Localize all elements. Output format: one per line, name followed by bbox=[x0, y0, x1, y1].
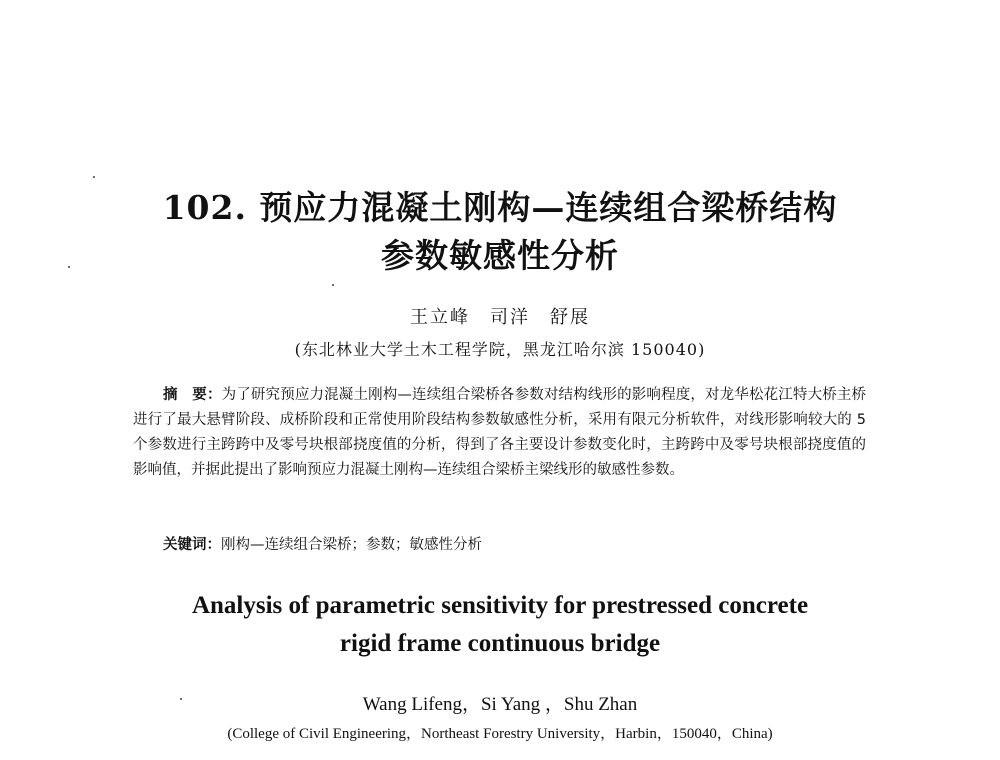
keywords-text: 刚构—连续组合梁桥；参数；敏感性分析 bbox=[221, 537, 482, 553]
abstract-label: 摘 要： bbox=[163, 387, 222, 403]
affiliation-en: (College of Civil Engineering，Northeast Forestry University，Harbin，150040，China) bbox=[227, 726, 773, 742]
scan-speck bbox=[332, 284, 334, 286]
abstract-text: 为了研究预应力混凝土刚构—连续组合梁桥各参数对结构线形的影响程度，对龙华松花江特大桥主桥进行了最大悬臂阶段、成桥阶段和正常使用阶段结构参数敏感性分析，采用有限元分析软件，对线形影响较大的 5 个参数进行主跨跨中及零号块根部挠度值的分析，得到了各主要设计参数变化时，主跨跨中及零号块根部挠度值的影响值，并据此提出了影响预应力混凝土刚构—连续组合梁桥主梁线形的敏感性参数。 bbox=[133, 387, 867, 478]
authors-en: Wang Lifeng，Si Yang ，Shu Zhan bbox=[362, 694, 638, 715]
scan-speck bbox=[68, 266, 70, 268]
abstract bbox=[133, 383, 866, 483]
title-cn-line1: 102. 预应力混凝土刚构—连续组合梁桥结构 bbox=[162, 188, 838, 227]
keywords-label: 关键词： bbox=[163, 537, 221, 553]
scan-speck bbox=[93, 176, 95, 178]
authors-cn: 王立峰 司洋 舒展 bbox=[410, 307, 590, 328]
scan-speck bbox=[180, 698, 182, 700]
title-en-line1: Analysis of parametric sensitivity for prestressed concrete bbox=[191, 592, 809, 619]
title-cn-line2: 参数敏感性分析 bbox=[381, 236, 619, 275]
keywords bbox=[163, 533, 863, 554]
title-en-line2: rigid frame continuous bridge bbox=[339, 630, 661, 657]
affiliation-cn: (东北林业大学土木工程学院，黑龙江哈尔滨 150040) bbox=[294, 340, 706, 359]
